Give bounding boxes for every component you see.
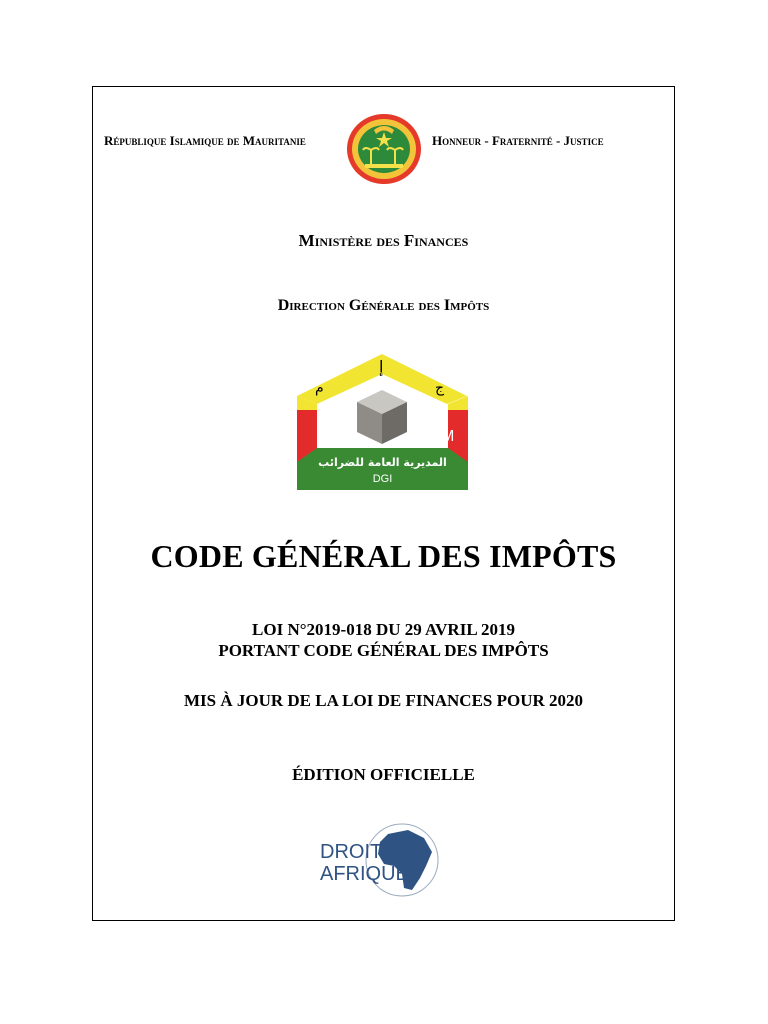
dgi-letter-r: R xyxy=(317,416,329,433)
law-line-2: PORTANT CODE GÉNÉRAL DES IMPÔTS xyxy=(218,641,549,660)
ministry-name: Ministère des Finances xyxy=(298,231,469,250)
dgi-arabic-text: المديرية العامة للضرائب xyxy=(318,456,447,469)
law-line-1: LOI N°2019-018 DU 29 AVRIL 2019 xyxy=(252,620,515,639)
page-border xyxy=(92,86,675,921)
national-seal-icon xyxy=(345,112,423,186)
dgi-letter-m: M xyxy=(441,428,455,445)
dgi-letter-upper-right: ج xyxy=(435,380,445,396)
national-motto: Honneur - Fraternité - Justice xyxy=(432,133,604,148)
dgi-letter-top: إ xyxy=(379,357,384,376)
direction-name: Direction Générale des Impôts xyxy=(277,297,490,314)
publisher-line-2: AFRIQUE xyxy=(320,863,409,885)
droit-afrique-logo xyxy=(316,822,451,898)
publisher-line-1: DROIT xyxy=(320,841,383,863)
update-notice: MIS À JOUR DE LA LOI DE FINANCES POUR 2020 xyxy=(183,691,584,710)
country-name: République Islamique de Mauritanie xyxy=(104,133,306,148)
dgi-abbr: DGI xyxy=(372,473,393,485)
dgi-logo xyxy=(295,352,470,492)
edition-label: ÉDITION OFFICIELLE xyxy=(292,765,475,784)
law-reference xyxy=(92,619,675,661)
dgi-letter-upper-left: م xyxy=(315,380,324,396)
document-title: CODE GÉNÉRAL DES IMPÔTS xyxy=(150,538,617,574)
